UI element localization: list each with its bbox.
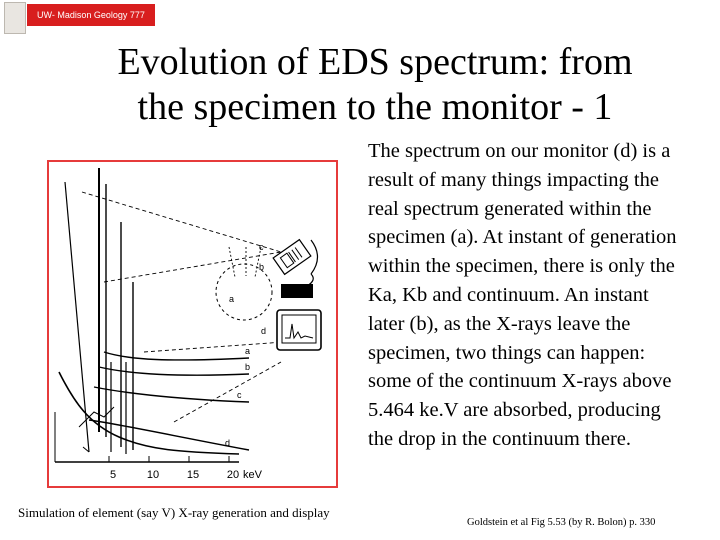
connector-dashed-1	[82, 192, 281, 252]
corner-logo-icon	[4, 2, 26, 34]
figure-caption: Simulation of element (say V) X-ray generation and display	[18, 505, 330, 520]
continuum-curve-c	[94, 387, 249, 402]
processor-box-icon	[281, 284, 313, 298]
detector-cable	[311, 240, 318, 274]
rail-left	[65, 182, 89, 452]
citation: Goldstein et al Fig 5.53 (by R. Bolon) p. 330	[467, 517, 656, 528]
slide-title-line-1: Evolution of EDS spectrum: from	[117, 41, 633, 83]
label-d-monitor: d	[261, 326, 267, 336]
axis-unit-label: keV	[243, 469, 262, 481]
label-a-curve: a	[245, 346, 251, 356]
tick-label-15: 15	[186, 469, 200, 481]
detector-icon	[273, 240, 311, 275]
tick-label-5: 5	[109, 469, 117, 481]
spectrum-figure	[47, 160, 338, 488]
course-badge: UW- Madison Geology 777	[27, 4, 155, 26]
tick-label-10: 10	[146, 469, 160, 481]
label-b-curve: b	[245, 362, 251, 372]
slide-title-line-2: the specimen to the monitor - 1	[137, 86, 613, 128]
label-a-specimen: a	[229, 294, 235, 304]
connector-dashed-2	[104, 252, 281, 282]
monitor-icon	[277, 310, 321, 350]
connector-dashed-4	[174, 362, 281, 422]
label-c-detector: c	[259, 242, 264, 252]
continuum-curve-front	[59, 372, 239, 454]
label-c-curve: c	[237, 390, 242, 400]
label-d-curve: d	[225, 438, 231, 448]
spectrum-illustration	[49, 162, 336, 486]
tick-label-20: 20	[226, 469, 240, 481]
slide-title	[40, 40, 710, 130]
label-b-detector: b	[259, 262, 265, 272]
body-paragraph: The spectrum on our monitor (d) is a result of many things impacting the real spectrum generated within the specimen (a). At instant of generation within the specimen, there is only the Ka, Kb and continuum. An instant later (b), as the X-rays leave the specimen, two things can happen: some of the continuum X-rays above 5.464 ke.V are absorbed, producing the drop in the continuum there.	[368, 140, 677, 450]
specimen-circle	[216, 264, 272, 320]
connector-dashed-3	[144, 342, 284, 352]
continuum-curve-a	[104, 352, 249, 360]
